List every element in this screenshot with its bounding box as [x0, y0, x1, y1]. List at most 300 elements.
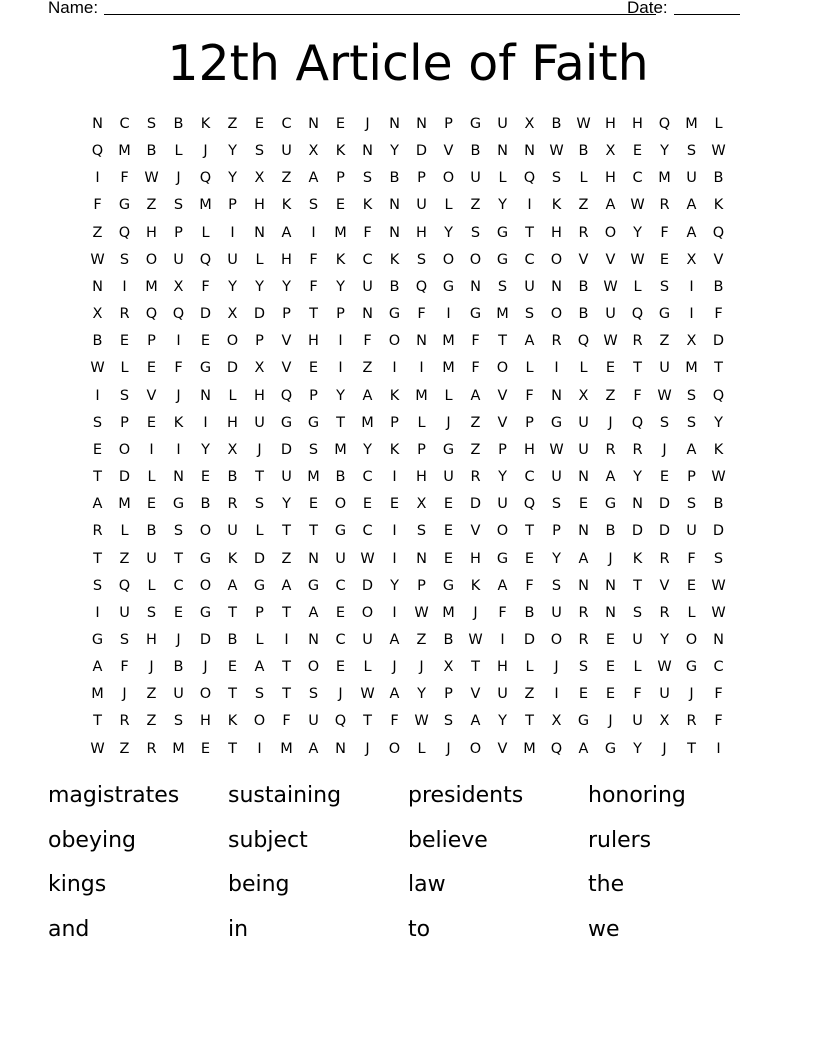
grid-letter: L — [147, 469, 156, 486]
grid-letter: L — [201, 224, 210, 241]
grid-letter: M — [334, 224, 347, 241]
word-list-item: the — [588, 872, 625, 897]
grid-letter: V — [146, 387, 157, 404]
grid-letter: C — [713, 659, 724, 676]
grid-letter: N — [308, 116, 319, 132]
grid-letter: O — [199, 577, 212, 594]
grid-letter: C — [335, 577, 346, 594]
grid-letter: T — [282, 604, 291, 621]
word-list-item: being — [228, 872, 290, 897]
grid-letter: N — [92, 278, 103, 295]
date-field[interactable] — [674, 14, 740, 15]
grid-letter: S — [686, 387, 697, 404]
grid-letter: Y — [363, 441, 372, 458]
grid-letter: Y — [228, 143, 237, 160]
grid-letter: E — [200, 740, 211, 757]
grid-letter: M — [172, 740, 185, 757]
grid-letter: S — [551, 577, 562, 594]
grid-letter: E — [92, 441, 103, 458]
grid-letter: X — [92, 306, 103, 323]
grid-letter: L — [228, 387, 237, 404]
grid-letter: O — [442, 170, 455, 187]
grid-letter: S — [254, 686, 265, 703]
grid-letter: D — [199, 631, 212, 648]
grid-letter: I — [95, 387, 100, 404]
grid-letter: T — [309, 306, 318, 323]
grid-letter: R — [659, 604, 670, 621]
grid-letter: T — [93, 550, 102, 567]
grid-letter: V — [713, 251, 724, 268]
grid-letter: H — [605, 116, 616, 132]
grid-letter: U — [605, 306, 616, 323]
grid-letter: C — [362, 523, 373, 540]
grid-letter: B — [578, 143, 589, 160]
grid-row — [84, 464, 732, 491]
grid-letter: G — [685, 659, 698, 676]
grid-letter: Z — [470, 414, 481, 431]
grid-letter: W — [90, 360, 105, 377]
grid-letter: D — [253, 306, 266, 323]
grid-letter: J — [149, 659, 154, 676]
grid-letter: G — [442, 278, 455, 295]
grid-letter: I — [689, 278, 694, 295]
grid-letter: V — [578, 251, 589, 268]
grid-letter: B — [605, 523, 616, 540]
grid-letter: O — [361, 604, 374, 621]
grid-letter: E — [686, 577, 697, 594]
grid-letter: X — [524, 116, 535, 132]
grid-letter: E — [443, 550, 454, 567]
grid-letter: U — [281, 469, 292, 486]
grid-letter: Y — [201, 441, 210, 458]
grid-letter: A — [254, 659, 265, 676]
grid-letter: J — [608, 550, 613, 567]
grid-letter: I — [500, 631, 505, 648]
grid-letter: E — [227, 659, 238, 676]
grid-letter: R — [632, 333, 643, 350]
grid-row — [84, 410, 732, 437]
grid-letter: Y — [660, 631, 669, 648]
grid-letter: H — [470, 550, 481, 567]
grid-letter: Z — [416, 631, 427, 648]
word-list-item: presidents — [408, 783, 524, 808]
grid-letter: N — [389, 197, 400, 214]
grid-letter: M — [145, 278, 158, 295]
grid-letter: O — [550, 631, 563, 648]
grid-letter: N — [416, 116, 427, 132]
grid-letter: L — [255, 523, 264, 540]
grid-letter: B — [713, 496, 724, 513]
grid-letter: G — [469, 116, 482, 132]
grid-letter: Q — [712, 224, 725, 241]
grid-letter: Z — [146, 197, 157, 214]
grid-letter: B — [146, 523, 157, 540]
grid-letter: V — [470, 523, 481, 540]
grid-letter: U — [227, 523, 238, 540]
grid-letter: U — [362, 631, 373, 648]
grid-letter: W — [360, 686, 375, 703]
grid-letter: E — [605, 631, 616, 648]
grid-letter: P — [417, 441, 426, 458]
grid-letter: I — [284, 631, 289, 648]
grid-letter: B — [146, 143, 157, 160]
grid-letter: R — [470, 469, 481, 486]
grid-letter: U — [146, 550, 157, 567]
grid-letter: O — [550, 251, 563, 268]
grid-letter: C — [524, 251, 535, 268]
grid-letter: N — [362, 306, 373, 323]
grid-letter: Q — [334, 713, 347, 730]
grid-letter: E — [335, 197, 346, 214]
grid-letter: A — [497, 577, 508, 594]
grid-letter: F — [201, 278, 210, 295]
grid-letter: T — [714, 360, 723, 377]
grid-letter: K — [281, 197, 292, 214]
grid-letter: Y — [552, 550, 561, 567]
grid-letter: E — [335, 659, 346, 676]
grid-letter: X — [173, 278, 184, 295]
grid-letter: Z — [146, 713, 157, 730]
grid-letter: U — [308, 713, 319, 730]
grid-row — [84, 681, 732, 708]
grid-letter: Z — [281, 170, 292, 187]
word-list-item: sustaining — [228, 783, 342, 808]
grid-letter: P — [336, 306, 345, 323]
grid-letter: Y — [633, 469, 642, 486]
grid-letter: U — [470, 170, 481, 187]
grid-letter: W — [90, 251, 105, 268]
grid-row — [84, 301, 732, 328]
grid-letter: S — [119, 631, 130, 648]
grid-letter: E — [200, 469, 211, 486]
grid-letter: V — [281, 360, 292, 377]
grid-letter: J — [203, 143, 208, 160]
grid-letter: G — [388, 306, 401, 323]
grid-letter: K — [200, 116, 211, 132]
grid-letter: M — [685, 116, 698, 132]
grid-letter: D — [280, 441, 293, 458]
grid-letter: N — [578, 577, 589, 594]
grid-row — [84, 573, 732, 600]
grid-letter: Y — [390, 577, 399, 594]
grid-letter: W — [576, 116, 591, 132]
grid-letter: L — [525, 659, 534, 676]
grid-letter: H — [281, 251, 292, 268]
grid-letter: Z — [119, 550, 130, 567]
grid-letter: N — [578, 523, 589, 540]
grid-letter: L — [363, 659, 372, 676]
grid-letter: Q — [631, 306, 644, 323]
grid-letter: H — [416, 469, 427, 486]
grid-letter: H — [416, 224, 427, 241]
grid-row — [84, 518, 732, 545]
grid-letter: T — [498, 333, 507, 350]
grid-letter: S — [173, 197, 184, 214]
grid-letter: H — [227, 414, 238, 431]
grid-letter: J — [608, 414, 613, 431]
date-label: Date: — [627, 0, 668, 17]
grid-letter: D — [658, 496, 671, 513]
word-list-item: to — [408, 916, 431, 942]
grid-letter: M — [361, 414, 374, 431]
grid-letter: H — [551, 224, 562, 241]
grid-letter: M — [685, 360, 698, 377]
grid-letter: J — [176, 631, 181, 648]
grid-letter: W — [414, 604, 429, 621]
word-list-item: honoring — [588, 783, 686, 808]
grid-letter: E — [605, 360, 616, 377]
grid-letter: S — [173, 523, 184, 540]
grid-letter: J — [446, 740, 451, 757]
grid-letter: S — [632, 604, 643, 621]
grid-letter: O — [199, 523, 212, 540]
grid-letter: U — [443, 469, 454, 486]
grid-letter: T — [93, 713, 102, 730]
grid-letter: B — [713, 170, 724, 187]
grid-letter: G — [199, 360, 212, 377]
grid-letter: Z — [281, 550, 292, 567]
grid-letter: N — [200, 387, 211, 404]
grid-letter: F — [471, 360, 480, 377]
grid-letter: U — [173, 686, 184, 703]
grid-letter: M — [118, 496, 131, 513]
grid-letter: Y — [282, 496, 291, 513]
grid-letter: Q — [118, 224, 131, 241]
grid-letter: U — [254, 414, 265, 431]
grid-letter: T — [228, 686, 237, 703]
grid-letter: I — [95, 604, 100, 621]
grid-letter: L — [444, 197, 453, 214]
grid-letter: C — [119, 116, 130, 132]
grid-letter: T — [174, 550, 183, 567]
grid-letter: X — [551, 713, 562, 730]
grid-letter: X — [254, 170, 265, 187]
grid-letter: J — [338, 686, 343, 703]
grid-letter: A — [686, 224, 697, 241]
grid-letter: R — [659, 550, 670, 567]
grid-letter: F — [525, 387, 534, 404]
grid-letter: B — [227, 469, 238, 486]
grid-letter: R — [92, 523, 103, 540]
grid-letter: P — [309, 387, 318, 404]
grid-letter: I — [149, 441, 154, 458]
grid-letter: N — [470, 278, 481, 295]
grid-letter: A — [686, 441, 697, 458]
grid-letter: S — [497, 278, 508, 295]
grid-letter: E — [308, 496, 319, 513]
grid-letter: Q — [712, 387, 725, 404]
grid-letter: W — [549, 441, 564, 458]
grid-letter: X — [416, 496, 427, 513]
grid-letter: O — [253, 713, 266, 730]
grid-letter: T — [525, 713, 534, 730]
grid-letter: E — [146, 360, 157, 377]
grid-letter: V — [497, 740, 508, 757]
grid-letter: Y — [228, 170, 237, 187]
grid-letter: Y — [390, 143, 399, 160]
grid-letter: X — [227, 441, 238, 458]
grid-letter: E — [362, 496, 373, 513]
grid-row — [84, 654, 732, 681]
grid-letter: G — [496, 550, 509, 567]
grid-letter: F — [498, 604, 507, 621]
grid-letter: N — [389, 224, 400, 241]
grid-letter: N — [632, 496, 643, 513]
grid-letter: G — [442, 441, 455, 458]
grid-letter: O — [388, 333, 401, 350]
grid-letter: Y — [336, 387, 345, 404]
grid-row — [84, 437, 732, 464]
grid-letter: F — [714, 306, 723, 323]
grid-letter: S — [551, 496, 562, 513]
grid-letter: S — [119, 251, 130, 268]
grid-letter: O — [496, 523, 509, 540]
grid-letter: O — [469, 740, 482, 757]
grid-letter: J — [554, 659, 559, 676]
grid-letter: F — [525, 577, 534, 594]
grid-letter: A — [281, 577, 292, 594]
grid-letter: A — [389, 631, 400, 648]
grid-letter: S — [659, 278, 670, 295]
grid-letter: O — [604, 224, 617, 241]
grid-letter: W — [549, 143, 564, 160]
grid-letter: T — [309, 523, 318, 540]
grid-letter: L — [147, 577, 156, 594]
grid-letter: R — [227, 496, 238, 513]
grid-letter: L — [714, 116, 723, 132]
grid-letter: F — [309, 278, 318, 295]
grid-letter: A — [308, 740, 319, 757]
grid-letter: C — [173, 577, 184, 594]
grid-letter: A — [524, 333, 535, 350]
grid-letter: K — [227, 550, 238, 567]
grid-letter: X — [659, 713, 670, 730]
grid-letter: T — [228, 740, 237, 757]
grid-letter: M — [91, 686, 104, 703]
grid-letter: G — [469, 306, 482, 323]
grid-letter: G — [604, 496, 617, 513]
grid-letter: E — [659, 251, 670, 268]
name-label: Name: — [48, 0, 99, 17]
grid-letter: K — [470, 577, 481, 594]
grid-letter: U — [686, 170, 697, 187]
grid-letter: N — [389, 116, 400, 132]
grid-letter: K — [632, 550, 643, 567]
grid-letter: P — [282, 306, 291, 323]
grid-letter: F — [660, 224, 669, 241]
grid-letter: U — [281, 143, 292, 160]
grid-letter: D — [631, 523, 644, 540]
grid-letter: I — [230, 224, 235, 241]
grid-letter: R — [146, 740, 157, 757]
grid-letter: V — [659, 577, 670, 594]
grid-letter: Y — [417, 686, 426, 703]
grid-letter: I — [203, 414, 208, 431]
grid-letter: M — [415, 387, 428, 404]
grid-letter: X — [443, 659, 454, 676]
grid-letter: P — [390, 414, 399, 431]
grid-letter: W — [603, 333, 618, 350]
grid-letter: W — [711, 604, 726, 621]
grid-letter: H — [254, 197, 265, 214]
grid-letter: L — [498, 170, 507, 187]
grid-letter: G — [334, 523, 347, 540]
grid-letter: E — [578, 686, 589, 703]
grid-letter: W — [657, 387, 672, 404]
grid-letter: I — [338, 333, 343, 350]
grid-letter: Z — [659, 333, 670, 350]
grid-letter: Y — [660, 143, 669, 160]
grid-row — [84, 165, 732, 192]
grid-letter: J — [446, 414, 451, 431]
word-list-item: kings — [48, 872, 107, 897]
grid-letter: B — [173, 116, 184, 132]
grid-letter: J — [122, 686, 127, 703]
grid-row — [84, 111, 732, 138]
grid-letter: C — [632, 170, 643, 187]
grid-letter: O — [226, 333, 239, 350]
grid-letter: S — [713, 550, 724, 567]
grid-letter: H — [524, 441, 535, 458]
grid-letter: J — [176, 387, 181, 404]
grid-letter: S — [686, 414, 697, 431]
grid-letter: K — [362, 197, 373, 214]
grid-letter: I — [257, 740, 262, 757]
name-field[interactable] — [104, 14, 656, 15]
grid-letter: R — [119, 713, 130, 730]
grid-letter: K — [389, 251, 400, 268]
grid-letter: H — [146, 224, 157, 241]
grid-letter: N — [254, 224, 265, 241]
grid-letter: T — [228, 604, 237, 621]
grid-letter: X — [686, 251, 697, 268]
grid-letter: A — [470, 387, 481, 404]
grid-letter: L — [417, 740, 426, 757]
grid-letter: Q — [523, 170, 536, 187]
grid-letter: O — [550, 306, 563, 323]
grid-letter: Y — [498, 197, 507, 214]
word-list-item: in — [228, 916, 249, 942]
grid-letter: V — [443, 143, 454, 160]
grid-letter: H — [308, 333, 319, 350]
grid-letter: U — [497, 116, 508, 132]
grid-letter: M — [199, 197, 212, 214]
grid-letter: U — [659, 686, 670, 703]
grid-letter: F — [471, 333, 480, 350]
grid-letter: O — [307, 659, 320, 676]
grid-letter: D — [523, 631, 536, 648]
grid-letter: U — [578, 441, 589, 458]
grid-letter: U — [524, 278, 535, 295]
grid-letter: F — [120, 659, 129, 676]
grid-letter: S — [146, 116, 157, 132]
grid-letter: Q — [118, 577, 131, 594]
grid-letter: N — [308, 631, 319, 648]
grid-row — [84, 355, 732, 382]
grid-letter: T — [633, 360, 642, 377]
grid-letter: R — [578, 604, 589, 621]
grid-letter: D — [118, 469, 131, 486]
grid-letter: D — [415, 143, 428, 160]
grid-letter: G — [307, 577, 320, 594]
grid-letter: F — [363, 333, 372, 350]
grid-letter: S — [146, 604, 157, 621]
grid-letter: E — [632, 143, 643, 160]
grid-letter: D — [469, 496, 482, 513]
letter-grid — [84, 111, 732, 763]
grid-letter: Z — [119, 740, 130, 757]
grid-letter: K — [389, 387, 400, 404]
